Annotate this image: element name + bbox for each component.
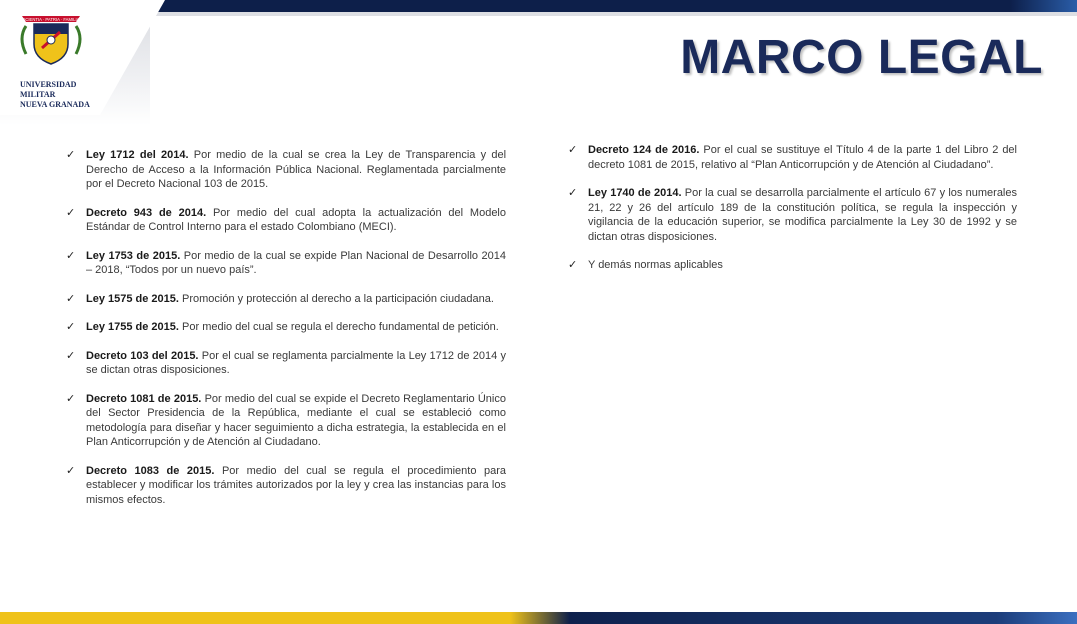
- university-name-line1: UNIVERSIDAD MILITAR: [20, 80, 77, 99]
- law-name: Decreto 124 de 2016.: [588, 144, 700, 156]
- law-name: Decreto 103 del 2015.: [86, 349, 199, 362]
- university-name-line2: NUEVA GRANADA: [20, 100, 90, 109]
- law-name: Decreto 943 de 2014.: [86, 206, 207, 219]
- law-description: Y demás normas aplicables: [588, 259, 723, 271]
- list-item: [66, 292, 506, 307]
- check-icon: ✓: [66, 249, 76, 262]
- footer-gold-bar: [0, 612, 540, 624]
- check-icon: ✓: [66, 292, 76, 305]
- list-item: [66, 206, 506, 235]
- header-accent-bar: [1010, 0, 1077, 12]
- check-icon: ✓: [66, 464, 76, 477]
- law-description: Por medio del cual se expide el Decreto Reglamentario Único del Sector Presidencia de la República, mediante el cual se estableció como metodología para diseñar y hacer seguimiento a dicha estrategia, la establecida en el Plan Anticorrupción y de Atención al Ciudadano.: [86, 392, 506, 448]
- crest-motto: SCIENTIA · PATRIA · FAMILIA: [22, 16, 80, 22]
- left-column-list: [66, 148, 506, 521]
- law-description: Por el cual se sustituye el Título 4 de la parte 1 del Libro 2 del decreto 1081 de 2015, relativo al “Plan Anticorrupción y de Atención al Ciudadano”.: [588, 144, 1017, 171]
- law-name: Ley 1575 de 2015.: [86, 292, 179, 305]
- check-icon: ✓: [66, 349, 76, 362]
- list-item: [568, 258, 1017, 273]
- check-icon: ✓: [568, 187, 578, 199]
- law-description: Por medio del cual se regula el procedimiento para establecer y modificar los trámites autorizados por la ley y crea las instancias para los mismos efectos.: [86, 464, 507, 506]
- law-description: Por el cual se reglamenta parcialmente la Ley 1712 de 2014 y se dictan otras disposiciones.: [86, 349, 506, 376]
- law-name: Decreto 1083 de 2015.: [86, 464, 215, 477]
- law-description: Por medio del cual adopta la actualización del Modelo Estándar de Control Interno para el estado Colombiano (MECI).: [86, 206, 506, 233]
- list-item: [66, 392, 506, 450]
- check-icon: ✓: [66, 321, 76, 333]
- law-name: Ley 1755 de 2015.: [86, 321, 179, 333]
- university-logo: [12, 8, 90, 109]
- law-description: Por medio del cual se regula el derecho fundamental de petición.: [178, 321, 499, 333]
- law-name: Ley 1753 de 2015.: [86, 249, 181, 262]
- law-description: Por medio de la cual se crea la Ley de Transparencia y del Derecho de Acceso a la Información Pública Nacional. Reglamentada parcialmente por el Decreto Nacional 103 de 2015.: [86, 149, 507, 190]
- list-item: [66, 148, 506, 192]
- page-title: MARCO LEGAL: [680, 31, 1043, 84]
- list-item: [568, 186, 1017, 244]
- law-description: Promoción y protección al derecho a la participación ciudadana.: [178, 292, 494, 305]
- check-icon: ✓: [66, 206, 76, 219]
- check-icon: ✓: [568, 144, 578, 156]
- list-item: [568, 143, 1017, 172]
- list-item: [66, 320, 506, 335]
- law-name: Ley 1740 de 2014.: [588, 187, 682, 199]
- footer-transition: [510, 612, 570, 624]
- check-icon: ✓: [66, 392, 76, 405]
- law-name: Decreto 1081 de 2015.: [86, 392, 202, 405]
- law-description: Por medio de la cual se expide Plan Nacional de Desarrollo 2014 – 2018, “Todos por un nuevo país”.: [86, 249, 506, 276]
- check-icon: ✓: [66, 149, 76, 161]
- right-column-list: [568, 143, 1017, 287]
- list-item: [66, 249, 506, 278]
- footer-navy-bar: [540, 612, 1077, 624]
- list-item: [66, 464, 506, 508]
- university-name: [20, 80, 110, 110]
- law-description: Por la cual se desarrolla parcialmente el artículo 67 y los numerales 21, 22 y 26 del artículo 189 de la constitución política, se regula la inspección y vigilancia de la educación superior, se modifica parcialmente la Ley 30 de 1992 y se dictan otras disposiciones.: [588, 187, 1017, 243]
- law-name: Ley 1712 del 2014.: [86, 149, 189, 161]
- check-icon: ✓: [568, 259, 578, 271]
- university-crest-icon: [12, 8, 90, 68]
- list-item: [66, 349, 506, 378]
